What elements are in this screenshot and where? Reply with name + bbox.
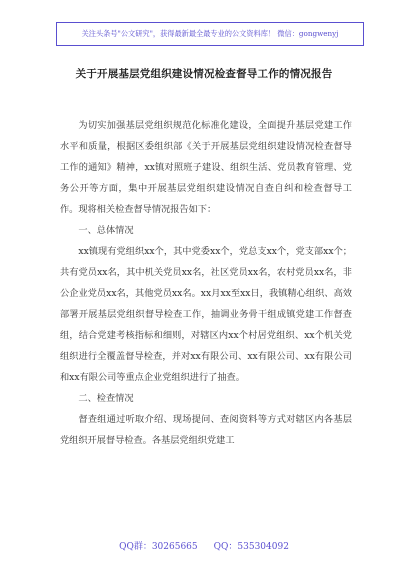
section-heading-inspection: 二、检查情况 <box>78 393 134 404</box>
document-title: 关于开展基层党组织建设情况检查督导工作的情况报告 <box>75 68 333 80</box>
header-banner-text: 关注头条号"公文研究"，获得最新最全最专业的公文资料库！ 微信：gongwenyj <box>81 29 339 38</box>
document-body <box>60 115 352 451</box>
section-heading-overview: 一、总体情况 <box>78 225 134 236</box>
footer-qq: QQ：535304092 <box>213 542 289 552</box>
footer-contact <box>0 539 408 552</box>
overview-paragraph: xx镇现有党组织xx个，其中党委xx个，党总支xx个，党支部xx个；共有党员xx名，其中机关党员xx名，社区党员xx名，农村党员xx名，非公企业党员xx名，其他党员xx名。xx月xx至xx日，我镇精心组织、高效部署开展基层党组织督导检查工作，抽调业务骨干组成镇党建工作督查组，结合党建考核指标和细则，对辖区内xx个村居党组织、xx个机关党组织进行全覆盖督导检查，并对xx有限公司、xx有限公司、xx有限公司和xx有限公司等重点企业党组织进行了抽查。 <box>60 246 352 383</box>
footer-qq-group: QQ群：30265665 <box>119 542 198 552</box>
header-banner <box>56 22 364 46</box>
intro-paragraph: 为切实加强基层党组织规范化标准化建设，全面提升基层党建工作水平和质量，根据区委组织部《关于开展基层党组织建设情况检查督导工作的通知》精神，xx镇对照班子建设、组织生活、党员教育管理、党务公开等方面，集中开展基层党组织建设情况自查自纠和检查督导工作。现将相关检查督导情况报告如下： <box>60 120 352 215</box>
inspection-paragraph: 督查组通过听取介绍、现场提问、查阅资料等方式对辖区内各基层党组织开展督导检查。各基层党组织党建工 <box>60 414 352 446</box>
